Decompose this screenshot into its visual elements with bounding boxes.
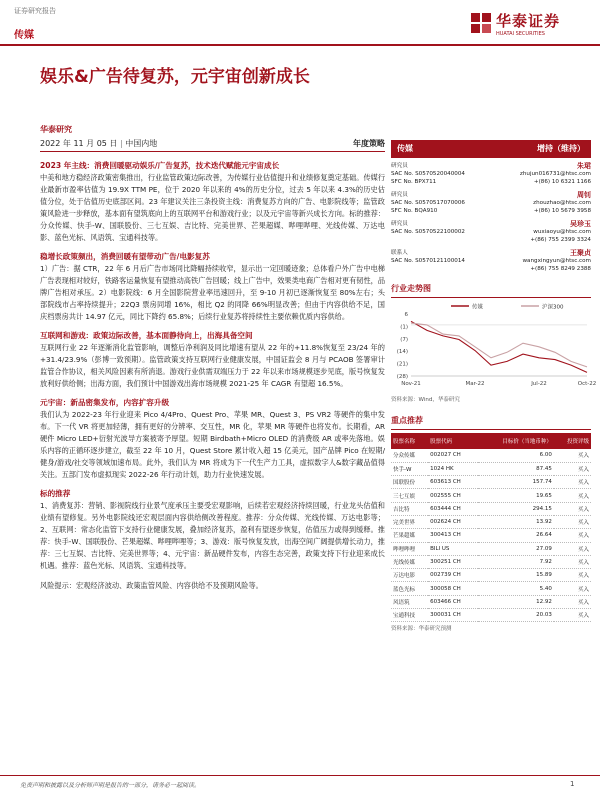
analyst-sac: SAC No. S0570517070006 [391,200,465,206]
table-row [391,529,591,542]
section-text: 1）广告：据 CTR，22 年 6 月后广告市场同比降幅持续收窄，显示出一定回暖迹象；总体看户外广告中电梯广告表现相对较好，铁路客运量恢复有望推动高铁广告回暖；线上广告中，效果类电商广告相对更有韧性，品牌广告相对承压。2）电影院线：6 月全国影院营业率迅速回升，至 9-10 月初已逐渐恢复至 80%左右；头部院线市占率持续提升；22Q3 票房同增 16%，相比 Q2 的同降 66%明显改善；但由于内容供给不足，国庆档票房共计 14.97 亿元，同比下降约 65.8%；后续行业复苏将持续性主要依赖优质内容供给。 [40,264,386,321]
stock-name: 国联股份 [391,476,428,489]
rating: 买入 [554,515,591,528]
analyst-row [391,170,591,178]
analyst-phone: +(86) 755 2399 3324 [530,237,591,243]
table-row [391,502,591,515]
stock-code: BILI US [428,542,478,555]
stock-name: 宝通科技 [391,609,428,622]
legend-label: 传媒 [472,304,484,311]
rating: 买入 [554,582,591,595]
rating: 买入 [554,489,591,502]
y-tick-label: (21) [396,361,408,368]
analyst-phone: +(86) 10 6321 1166 [533,179,591,185]
section-heading: 互联网和游戏：政策边际改善，基本面静待向上，出海具备空间 [40,331,253,340]
stock-name: 万达电影 [391,569,428,582]
table-row [391,609,591,622]
stock-code: 603444 CH [428,502,478,515]
analyst-row [391,178,591,186]
analyst-sac: SAC No. S0570121100014 [391,258,465,264]
analyst-entry [391,162,591,186]
analyst-row [391,191,591,199]
x-tick-label: Nov-21 [401,381,421,387]
table-row [391,542,591,555]
report-date: 2022 年 11 月 05 日 [40,139,118,148]
stock-name: 蓝色光标 [391,582,428,595]
rating-bar [391,140,591,158]
stock-code: 1024 HK [428,462,478,475]
analyst-email[interactable]: zhouzhao@htsc.com [533,200,591,206]
stock-code: 300031 CH [428,609,478,622]
analyst-sfc: SFC No. BPX711 [391,179,437,185]
table-row [391,449,591,462]
rating: 买入 [554,462,591,475]
analyst-entry [391,191,591,215]
analyst-email[interactable]: wangxingyun@htsc.com [522,258,591,264]
sector-label: 传媒 [14,30,34,41]
analyst-sfc: SFC No. BQA910 [391,208,438,214]
target-price: 7.92 [478,555,554,568]
target-price: 5.40 [478,582,554,595]
stock-code: 603466 CH [428,595,478,608]
page-number: 1 [570,780,575,788]
target-price: 6.00 [478,449,554,462]
target-price: 12.92 [478,595,554,608]
analyst-name: 吴珍玉 [570,220,591,228]
analyst-sac: SAC No. S0570522100002 [391,229,465,235]
rating: 买入 [554,529,591,542]
series-line [411,323,587,367]
analyst-row [391,199,591,207]
footer-rule [0,775,600,776]
sidebar [391,140,597,633]
trend-title: 行业走势图 [391,284,431,293]
rating: 买入 [554,449,591,462]
stock-name: 哔哩哔哩 [391,542,428,555]
section-heading: 2023 年主线：消费回暖驱动娱乐/广告复苏，技术迭代赋能元宇宙成长 [40,161,280,170]
analyst-row [391,249,591,257]
stock-name: 三七互娱 [391,489,428,502]
y-tick-label: (14) [396,349,408,356]
section-heading: 稳增长政策频出，消费回暖有望带动广告/电影复苏 [40,252,210,261]
meta-line: 2022 年 11 月 05 日 | 中国内地 年度策略 [40,139,385,148]
rating: 买入 [554,595,591,608]
table-row [391,462,591,475]
analyst-row [391,220,591,228]
rating: 买入 [554,569,591,582]
analyst-email[interactable]: zhujun016731@htsc.com [519,171,591,177]
rec-rule [391,429,591,430]
report-title: 娱乐&广告待复苏，元宇宙创新成长 [40,67,310,87]
analyst-entry [391,249,591,273]
stock-name: 吉比特 [391,502,428,515]
table-row [391,595,591,608]
stock-name: 完美世界 [391,515,428,528]
stock-name: 光线传媒 [391,555,428,568]
rec-col-code: 股票代码 [428,433,478,449]
rating: 买入 [554,476,591,489]
stock-name: 风语筑 [391,595,428,608]
org-name: 华泰研究 [40,125,72,134]
rec-col-name: 股票名称 [391,433,428,449]
stock-code: 603613 CH [428,476,478,489]
analyst-role: 研究员 [391,192,408,198]
stock-name: 快手-W [391,462,428,475]
target-price: 20.03 [478,609,554,622]
analyst-row [391,162,591,170]
analyst-name: 朱珺 [577,162,591,170]
meta-rule [40,151,385,152]
table-row [391,569,591,582]
rating: 买入 [554,555,591,568]
stock-code: 300413 CH [428,529,478,542]
target-price: 13.92 [478,515,554,528]
analyst-row [391,257,591,265]
stock-code: 002027 CH [428,449,478,462]
section-3 [40,330,385,390]
analyst-phone: +(86) 755 8249 2388 [530,266,591,272]
x-tick-label: Jul-22 [531,381,547,387]
analyst-name: 王聚贞 [570,249,591,257]
rating-value: 增持（维持） [537,144,585,153]
analyst-role: 联系人 [391,250,408,256]
rec-title: 重点推荐 [391,416,423,425]
analyst-sac: SAC No. S0570520040004 [391,171,465,177]
brand-logo [470,10,590,44]
brand-mark-icon [470,12,492,34]
stock-code: 002739 CH [428,569,478,582]
trend-chart [391,298,597,390]
analyst-entry [391,220,591,244]
stock-name: 分众传媒 [391,449,428,462]
section-5 [40,488,385,572]
analyst-row [391,265,591,273]
section-2 [40,251,385,323]
rec-header-row [391,433,591,449]
target-price: 15.89 [478,569,554,582]
table-row [391,555,591,568]
target-price: 157.74 [478,476,554,489]
rating: 买入 [554,609,591,622]
table-row [391,582,591,595]
rating: 买入 [554,542,591,555]
table-row [391,515,591,528]
series-line [411,321,587,372]
stock-name: 芒果超媒 [391,529,428,542]
analyst-email[interactable]: wuxiaoyu@htsc.com [533,229,591,235]
analyst-phone: +(86) 10 5679 3958 [533,208,591,214]
rec-source: 资料来源：华泰研究预测 [391,626,452,633]
analyst-row [391,236,591,244]
brand-name-en: HUATAI SECURITIES [496,31,545,37]
target-price: 87.45 [478,462,554,475]
analyst-row [391,228,591,236]
target-price: 294.15 [478,502,554,515]
y-tick-label: 6 [404,312,408,318]
analyst-role: 研究员 [391,163,408,169]
rating-sector: 传媒 [397,144,413,153]
target-price: 26.64 [478,529,554,542]
section-text: 1、消费复苏：营销、影视院线行业景气度承压主要受宏观影响，后续若宏观经济持续回暖，行业龙头估值和业绩有望修复。另外电影院线还宏观层面内容供给侧改善程度。推荐：分众传媒、光线传媒、万达电影等；2、互联网：常态化监管下支持行业健康发展，叠加经济复苏，盈利有望逐步恢复，估值压力或得到缓释。推荐：快手-W、国联股份、芒果超媒、哔哩哔哩等；3、游戏：版号恢复发放，出海空间广阔提供增长动力，推荐：三七互娱、吉比特、完美世界等；4、元宇宙：新品硬件发布，内容生态完善，政策支持下行业迎来成长机遇。推荐：蓝色光标、风语筑、宝通科技等。 [40,501,385,570]
main-body [40,160,385,592]
report-region: 中国内地 [125,139,158,148]
legend-label: 沪深300 [542,304,564,311]
rec-col-target: 目标价（当地币种） [478,433,554,449]
analyst-list [391,162,591,273]
rating: 买入 [554,502,591,515]
stock-code: 300251 CH [428,555,478,568]
footer-disclaimer: 免责声明和披露以及分析师声明是报告的一部分，请务必一起阅读。 [20,782,201,789]
stock-code: 300058 CH [428,582,478,595]
section-text: 互联网行业 22 年逐渐消化监管影响，调整后净利润及同比增速有望从 22 年的+11.8%恢复至 23/24 年的+31.4/23.9%（彭博一致预期）。监管政策支持互联网行业健康发展，中国证监会 8 月与 PCAOB 签署审计监管合作协议，相关风险因素有所消退。游戏行业供需双端压力于 22 年以来市场规模逐步见底，版号恢复发放利好供给侧；出海方面，我们预计中国游戏出海市场规模 2021-25 年 CAGR 有望超 16.5%。 [40,343,385,388]
brand-name: 华泰证券 [496,12,561,30]
y-tick-label: (28) [396,374,408,380]
section-1 [40,160,385,244]
header-rule [0,44,600,46]
table-row [391,476,591,489]
stock-code: 002555 CH [428,489,478,502]
rec-table [391,433,591,622]
rec-col-rating: 投资评级 [554,433,591,449]
analyst-row [391,207,591,215]
section-heading: 标的推荐 [40,489,71,498]
x-tick-label: Mar-22 [465,381,485,387]
y-tick-label: (1) [400,324,408,331]
section-heading: 元宇宙：新品密集发布，内容扩容升级 [40,398,170,407]
x-tick-label: Oct-22 [577,381,597,387]
section-text: 中美和地方稳经济政策密集推出，行业监管政策边际改善，为传媒行业估值提升和业绩修复奠定基础。传媒行业最新市盈率估值为 19.9X TTM PE，位于 2020 年以来的 4%的历史分位，过去 5 年以来 4.3%的历史估值分位，处于估值历史底部区间。23 年建议关注三条投资主线：消费复苏方向的广告、电影院线等；监管政策风险进一步释放，基本面有望筑底向上的互联网平台和游戏行业；以及元宇宙等新兴成长方向。标的推荐：分众传媒、快手-W、国联股份、三七互娱、吉比特、完美世界、芒果超媒、哔哩哔哩、光线传媒、万达电影、蓝色光标、风语筑、宝通科技等。 [40,173,386,242]
y-tick-label: (7) [400,336,408,343]
risk-note: 风险提示：宏观经济波动、政策监管风险、内容供给不及预期风险等。 [40,581,263,590]
section-text: 我们认为 2022-23 年行业迎来 Pico 4/4Pro、Quest Pro、苹果 MR、Quest 3、PS VR2 等硬件的集中发布。下一代 VR 将更加轻薄，拥有更好的分辨率、交互性，MR 化，苹果 MR 等硬件也将发布。长期看，AR 硬件 Micro LED+衍射光波导方案被寄予厚望。短期 Birdbath+Micro OLED 的消费级 AR 或率先落地。娱乐内容的正循环逐步建立，截至 22 年 10 月，Quest Store 累计收入超 15 亿美元，国产品牌 Pico 在短期/健身/游戏/社交等领域加速布局。此外，我们认为 MR 将成为下一代生产力工具，虚拟数字人&数字藏品值得关注。五部门发布虚拟现实 2022-26 年行动计划，助力行业快速发展。 [40,410,385,479]
report-type: 年度策略 [353,139,385,148]
section-4 [40,397,385,481]
analyst-role: 研究员 [391,221,408,227]
stock-code: 002624 CH [428,515,478,528]
analyst-name: 周钊 [577,191,591,199]
target-price: 19.65 [478,489,554,502]
doc-type-label: 证券研究报告 [14,7,56,15]
target-price: 27.09 [478,542,554,555]
table-row [391,489,591,502]
chart-source: 资料来源：Wind，华泰研究 [391,397,460,403]
